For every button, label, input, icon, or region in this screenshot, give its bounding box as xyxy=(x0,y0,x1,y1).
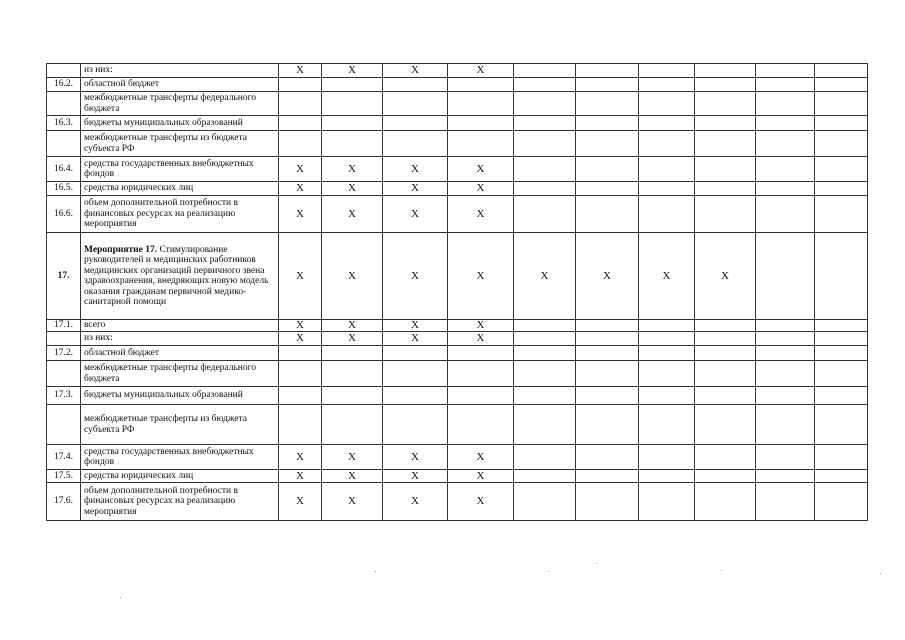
empty-cell xyxy=(756,405,815,445)
x-mark: X xyxy=(514,233,576,320)
x-mark: X xyxy=(576,233,639,320)
empty-cell xyxy=(576,483,639,521)
empty-cell xyxy=(756,116,815,131)
x-mark: X xyxy=(383,470,448,483)
empty-cell xyxy=(576,157,639,182)
empty-cell xyxy=(279,78,322,92)
empty-cell xyxy=(695,387,756,405)
empty-cell xyxy=(279,387,322,405)
row-number xyxy=(47,332,81,346)
empty-cell xyxy=(639,445,695,470)
empty-cell xyxy=(815,470,868,483)
row-number xyxy=(47,92,81,116)
empty-cell xyxy=(815,78,868,92)
empty-cell xyxy=(514,157,576,182)
empty-cell xyxy=(576,64,639,78)
row-label: всего xyxy=(81,320,279,332)
empty-cell xyxy=(383,131,448,157)
table-row xyxy=(47,157,868,182)
empty-cell xyxy=(576,361,639,387)
x-mark: X xyxy=(383,332,448,346)
empty-cell xyxy=(383,346,448,361)
row-number xyxy=(47,405,81,445)
x-mark: X xyxy=(279,320,322,332)
empty-cell xyxy=(639,361,695,387)
empty-cell xyxy=(322,92,383,116)
empty-cell xyxy=(514,361,576,387)
empty-cell xyxy=(514,387,576,405)
row-number: 17.5. xyxy=(47,470,81,483)
financing-table xyxy=(46,63,868,521)
empty-cell xyxy=(576,470,639,483)
empty-cell xyxy=(756,346,815,361)
table-row xyxy=(47,361,868,387)
x-mark: X xyxy=(279,470,322,483)
x-mark: X xyxy=(383,64,448,78)
empty-cell xyxy=(695,182,756,196)
empty-cell xyxy=(815,387,868,405)
empty-cell xyxy=(695,157,756,182)
empty-cell xyxy=(815,346,868,361)
x-mark: X xyxy=(383,483,448,521)
empty-cell xyxy=(639,64,695,78)
empty-cell xyxy=(815,361,868,387)
scan-speck xyxy=(120,597,121,598)
x-mark: X xyxy=(322,196,383,233)
x-mark: X xyxy=(448,157,514,182)
row-number: 17.2. xyxy=(47,346,81,361)
row-label: из них: xyxy=(81,332,279,346)
empty-cell xyxy=(322,78,383,92)
empty-cell xyxy=(639,131,695,157)
empty-cell xyxy=(695,483,756,521)
empty-cell xyxy=(756,78,815,92)
empty-cell xyxy=(448,405,514,445)
measure-title: Мероприятие 17. xyxy=(84,244,158,255)
table-row xyxy=(47,182,868,196)
empty-cell xyxy=(756,196,815,233)
empty-cell xyxy=(815,233,868,320)
scan-speck xyxy=(548,571,549,572)
empty-cell xyxy=(815,483,868,521)
empty-cell xyxy=(576,131,639,157)
row-label: объем дополнительной потребности в финансовых ресурсах на реализацию мероприятия xyxy=(81,196,279,233)
empty-cell xyxy=(695,92,756,116)
empty-cell xyxy=(695,196,756,233)
x-mark: X xyxy=(448,445,514,470)
empty-cell xyxy=(576,387,639,405)
empty-cell xyxy=(383,92,448,116)
x-mark: X xyxy=(383,196,448,233)
empty-cell xyxy=(576,196,639,233)
empty-cell xyxy=(756,182,815,196)
empty-cell xyxy=(322,131,383,157)
empty-cell xyxy=(639,405,695,445)
empty-cell xyxy=(322,405,383,445)
empty-cell xyxy=(756,361,815,387)
row-label: межбюджетные трансферты из бюджета субъекта РФ xyxy=(81,405,279,445)
row-number: 16.2. xyxy=(47,78,81,92)
empty-cell xyxy=(639,483,695,521)
empty-cell xyxy=(815,332,868,346)
x-mark: X xyxy=(448,320,514,332)
row-number: 17.3. xyxy=(47,387,81,405)
table-row xyxy=(47,405,868,445)
empty-cell xyxy=(576,405,639,445)
row-label: объем дополнительной потребности в финансовых ресурсах на реализацию мероприятия xyxy=(81,483,279,521)
x-mark: X xyxy=(448,470,514,483)
empty-cell xyxy=(695,470,756,483)
x-mark: X xyxy=(322,157,383,182)
empty-cell xyxy=(815,196,868,233)
empty-cell xyxy=(514,332,576,346)
table-row xyxy=(47,445,868,470)
x-mark: X xyxy=(448,196,514,233)
row-number xyxy=(47,361,81,387)
empty-cell xyxy=(815,445,868,470)
table-row xyxy=(47,116,868,131)
empty-cell xyxy=(448,116,514,131)
x-mark: X xyxy=(322,332,383,346)
empty-cell xyxy=(756,131,815,157)
empty-cell xyxy=(756,445,815,470)
x-mark: X xyxy=(383,182,448,196)
empty-cell xyxy=(639,182,695,196)
empty-cell xyxy=(514,78,576,92)
empty-cell xyxy=(279,116,322,131)
row-label: бюджеты муниципальных образований xyxy=(81,387,279,405)
empty-cell xyxy=(576,78,639,92)
x-mark: X xyxy=(279,233,322,320)
empty-cell xyxy=(514,320,576,332)
empty-cell xyxy=(448,131,514,157)
empty-cell xyxy=(322,346,383,361)
empty-cell xyxy=(756,470,815,483)
empty-cell xyxy=(695,445,756,470)
row-label xyxy=(81,233,279,320)
x-mark: X xyxy=(279,332,322,346)
empty-cell xyxy=(576,445,639,470)
row-label: из них: xyxy=(81,64,279,78)
x-mark: X xyxy=(448,483,514,521)
empty-cell xyxy=(448,361,514,387)
x-mark: X xyxy=(279,196,322,233)
empty-cell xyxy=(514,131,576,157)
empty-cell xyxy=(576,332,639,346)
table-row xyxy=(47,64,868,78)
x-mark: X xyxy=(639,233,695,320)
empty-cell xyxy=(514,64,576,78)
x-mark: X xyxy=(322,320,383,332)
x-mark: X xyxy=(279,483,322,521)
empty-cell xyxy=(695,320,756,332)
empty-cell xyxy=(576,116,639,131)
empty-cell xyxy=(279,346,322,361)
empty-cell xyxy=(695,131,756,157)
empty-cell xyxy=(383,116,448,131)
x-mark: X xyxy=(448,332,514,346)
empty-cell xyxy=(695,361,756,387)
table-row xyxy=(47,196,868,233)
empty-cell xyxy=(815,64,868,78)
scan-speck xyxy=(596,563,597,564)
table-row xyxy=(47,320,868,332)
x-mark: X xyxy=(383,233,448,320)
empty-cell xyxy=(639,116,695,131)
row-label: бюджеты муниципальных образований xyxy=(81,116,279,131)
row-number xyxy=(47,131,81,157)
empty-cell xyxy=(576,320,639,332)
x-mark: X xyxy=(383,157,448,182)
row-number: 16.3. xyxy=(47,116,81,131)
x-mark: X xyxy=(279,157,322,182)
empty-cell xyxy=(756,233,815,320)
x-mark: X xyxy=(322,470,383,483)
empty-cell xyxy=(514,405,576,445)
x-mark: X xyxy=(383,445,448,470)
empty-cell xyxy=(815,92,868,116)
row-label: областной бюджет xyxy=(81,78,279,92)
row-number: 17.1. xyxy=(47,320,81,332)
empty-cell xyxy=(639,157,695,182)
x-mark: X xyxy=(322,233,383,320)
empty-cell xyxy=(695,78,756,92)
x-mark: X xyxy=(322,64,383,78)
table-row xyxy=(47,233,868,320)
empty-cell xyxy=(322,116,383,131)
empty-cell xyxy=(322,361,383,387)
empty-cell xyxy=(514,116,576,131)
row-number: 16.4. xyxy=(47,157,81,182)
row-number: 16.5. xyxy=(47,182,81,196)
empty-cell xyxy=(448,387,514,405)
empty-cell xyxy=(448,78,514,92)
row-number: 16.6. xyxy=(47,196,81,233)
x-mark: X xyxy=(279,182,322,196)
empty-cell xyxy=(279,405,322,445)
row-label: средства юридических лиц xyxy=(81,182,279,196)
empty-cell xyxy=(448,346,514,361)
empty-cell xyxy=(756,157,815,182)
empty-cell xyxy=(639,332,695,346)
table-row xyxy=(47,78,868,92)
empty-cell xyxy=(639,320,695,332)
empty-cell xyxy=(695,346,756,361)
empty-cell xyxy=(279,361,322,387)
row-label: средства юридических лиц xyxy=(81,470,279,483)
table-row xyxy=(47,387,868,405)
x-mark: X xyxy=(279,445,322,470)
row-label: межбюджетные трансферты федерального бюджета xyxy=(81,92,279,116)
empty-cell xyxy=(815,320,868,332)
empty-cell xyxy=(695,116,756,131)
empty-cell xyxy=(322,387,383,405)
empty-cell xyxy=(695,405,756,445)
table-row xyxy=(47,470,868,483)
empty-cell xyxy=(383,361,448,387)
row-label: межбюджетные трансферты из бюджета субъекта РФ xyxy=(81,131,279,157)
x-mark: X xyxy=(322,182,383,196)
empty-cell xyxy=(639,196,695,233)
row-number xyxy=(47,64,81,78)
scan-speck xyxy=(721,570,722,571)
x-mark: X xyxy=(322,483,383,521)
x-mark: X xyxy=(279,64,322,78)
empty-cell xyxy=(756,332,815,346)
empty-cell xyxy=(514,346,576,361)
scan-speck xyxy=(880,573,881,574)
empty-cell xyxy=(695,332,756,346)
table-row xyxy=(47,332,868,346)
empty-cell xyxy=(815,405,868,445)
scan-speck xyxy=(375,571,376,572)
empty-cell xyxy=(756,320,815,332)
table-row xyxy=(47,483,868,521)
row-label: средства государственных внебюджетных фондов xyxy=(81,445,279,470)
empty-cell xyxy=(756,387,815,405)
table-body xyxy=(47,64,868,521)
empty-cell xyxy=(576,346,639,361)
row-number: 17.6. xyxy=(47,483,81,521)
empty-cell xyxy=(639,78,695,92)
empty-cell xyxy=(815,116,868,131)
table-row xyxy=(47,346,868,361)
empty-cell xyxy=(279,92,322,116)
empty-cell xyxy=(514,470,576,483)
empty-cell xyxy=(383,405,448,445)
empty-cell xyxy=(756,64,815,78)
empty-cell xyxy=(514,445,576,470)
x-mark: X xyxy=(322,445,383,470)
empty-cell xyxy=(815,182,868,196)
row-label: средства государственных внебюджетных фондов xyxy=(81,157,279,182)
empty-cell xyxy=(639,92,695,116)
empty-cell xyxy=(514,483,576,521)
table-row xyxy=(47,131,868,157)
empty-cell xyxy=(756,483,815,521)
empty-cell xyxy=(383,387,448,405)
empty-cell xyxy=(815,157,868,182)
row-label: областной бюджет xyxy=(81,346,279,361)
row-number: 17. xyxy=(47,233,81,320)
row-label: межбюджетные трансферты федерального бюджета xyxy=(81,361,279,387)
row-number: 17.4. xyxy=(47,445,81,470)
empty-cell xyxy=(448,92,514,116)
x-mark: X xyxy=(695,233,756,320)
empty-cell xyxy=(576,182,639,196)
empty-cell xyxy=(514,92,576,116)
empty-cell xyxy=(639,470,695,483)
x-mark: X xyxy=(448,64,514,78)
empty-cell xyxy=(514,196,576,233)
empty-cell xyxy=(576,92,639,116)
measure-description: Стимулирование руководителей и медицинских работников медицинских организаций первичного звена здравоохранения, внедряющих новую модель оказания гражданам первичной медико-санитарной помощи xyxy=(84,244,269,307)
empty-cell xyxy=(279,131,322,157)
empty-cell xyxy=(383,78,448,92)
empty-cell xyxy=(514,182,576,196)
empty-cell xyxy=(639,387,695,405)
table-row xyxy=(47,92,868,116)
empty-cell xyxy=(756,92,815,116)
x-mark: X xyxy=(383,320,448,332)
x-mark: X xyxy=(448,233,514,320)
empty-cell xyxy=(695,64,756,78)
x-mark: X xyxy=(448,182,514,196)
empty-cell xyxy=(639,346,695,361)
empty-cell xyxy=(815,131,868,157)
